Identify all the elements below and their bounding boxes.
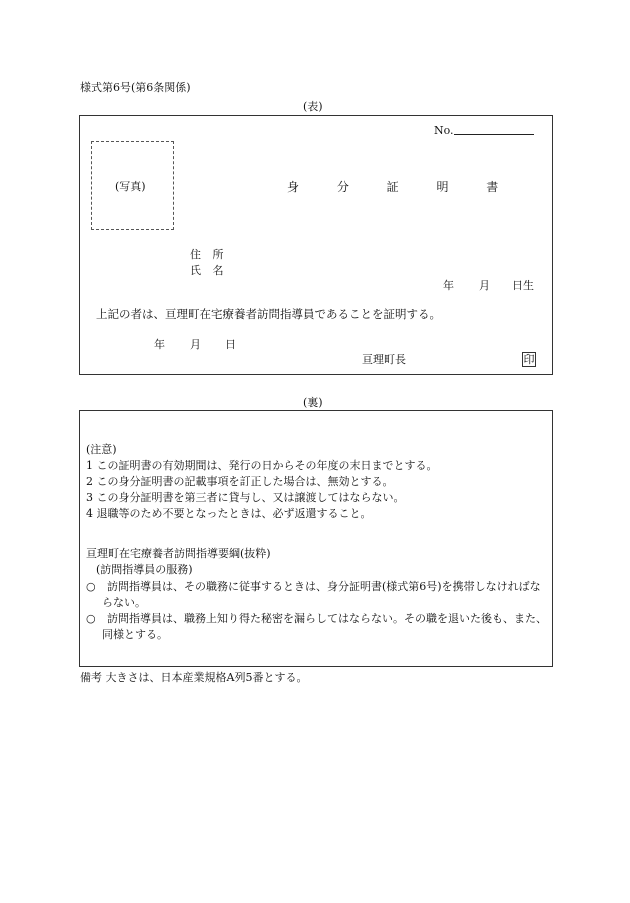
issue-year: 年 bbox=[154, 338, 165, 351]
duty-item: 訪問指導員は、その職務に従事するときは、身分証明書(様式第6号)を携帯しなければならない。 bbox=[102, 580, 541, 609]
number-label: No. bbox=[434, 124, 454, 137]
bullet-icon: ○ bbox=[86, 612, 96, 625]
card-title: 身 分 証 明 書 bbox=[287, 180, 516, 194]
note-item: 3 この身分証明書を第三者に貸与し、又は譲渡してはならない。 bbox=[86, 491, 405, 504]
excerpt-subtitle: (訪問指導員の服務) bbox=[96, 563, 193, 576]
duty-item: 訪問指導員は、職務上知り得た秘密を漏らしてはならない。その職を退いた後も、また、同様とする。 bbox=[102, 612, 547, 641]
bullet-icon: ○ bbox=[86, 580, 96, 593]
front-section-label: (表) bbox=[303, 100, 323, 113]
note-item: 4 退職等のため不要となったときは、必ず返還すること。 bbox=[86, 507, 372, 520]
birth-month: 月 bbox=[479, 279, 490, 292]
seal-mark: 印 bbox=[523, 353, 535, 366]
note-item: 1 この証明書の有効期間は、発行の日からその年度の末日までとする。 bbox=[86, 459, 438, 472]
birth-day: 日生 bbox=[512, 279, 534, 292]
back-section-label: (裏) bbox=[303, 396, 323, 409]
form-reference: 様式第6号(第6条関係) bbox=[80, 81, 191, 94]
notes-header: (注意) bbox=[86, 443, 117, 456]
address-label: 住 所 bbox=[190, 248, 228, 261]
remark-text: 備考 大きさは、日本産業規格A列5番とする。 bbox=[80, 671, 308, 684]
excerpt-title: 亘理町在宅療養者訪問指導要綱(抜粋) bbox=[86, 547, 271, 560]
issue-day: 日 bbox=[225, 338, 236, 351]
name-label: 氏 名 bbox=[190, 264, 228, 277]
birth-year: 年 bbox=[443, 279, 454, 292]
statement-text: 上記の者は、亘理町在宅療養者訪問指導員であることを証明する。 bbox=[96, 307, 441, 321]
number-underline bbox=[454, 123, 534, 135]
photo-label: (写真) bbox=[115, 180, 146, 193]
issuer-label: 亘理町長 bbox=[362, 353, 406, 366]
note-item: 2 この身分証明書の記載事項を訂正した場合は、無効とする。 bbox=[86, 475, 394, 488]
issue-month: 月 bbox=[190, 338, 201, 351]
